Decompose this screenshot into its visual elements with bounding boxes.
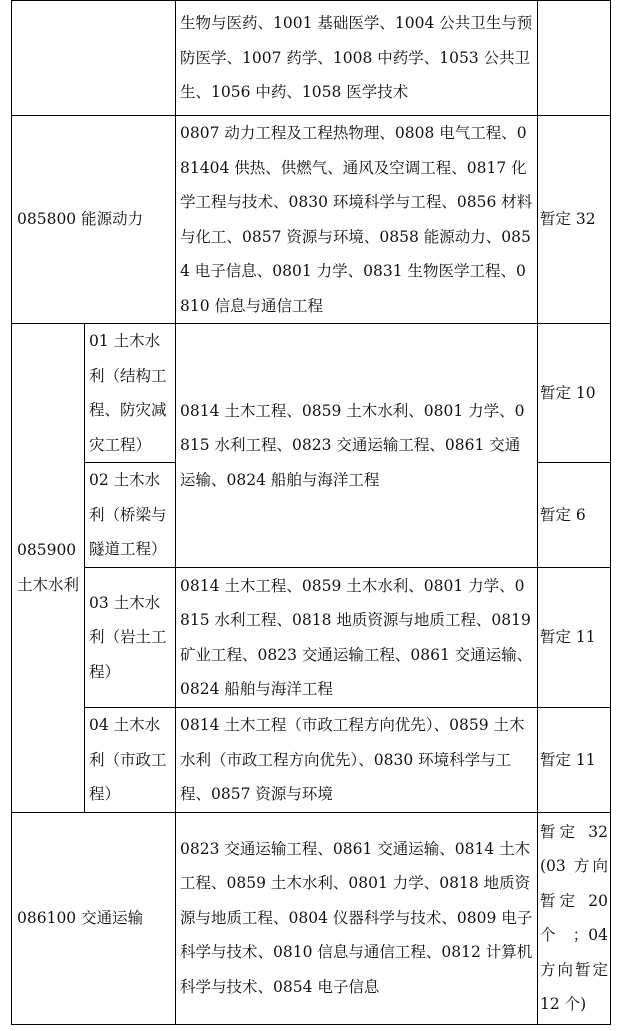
major-name-cell: [12, 1, 176, 116]
quota-cell: [538, 1, 611, 116]
direction-name-cell: 03 土木水利（岩土工程）: [85, 568, 176, 708]
subjects-cell: 0807 动力工程及工程热物理、0808 电气工程、081404 供热、供燃气、通风及空调工程、0817 化学工程与技术、0830 环境科学与工程、0856 材料与化工、0857 资源与环境、0858 能源动力、0854 电子信息、0801 力学、0831 生物医学工程、0810 信息与通信工程: [176, 116, 538, 324]
subjects-cell: 0814 土木工程、0859 土木水利、0801 力学、0815 水利工程、0823 交通运输工程、0861 交通运输、0824 船舶与海洋工程: [176, 324, 538, 568]
subjects-cell: 0814 土木工程（市政工程方向优先）、0859 土木水利（市政工程方向优先）、0830 环境科学与工程、0857 资源与环境: [176, 708, 538, 813]
quota-cell: 暂定 32: [538, 116, 611, 324]
table-row: [12, 568, 611, 708]
table-row: [12, 812, 611, 1024]
table-row: [12, 116, 611, 324]
quota-cell: 暂定 11: [538, 568, 611, 708]
subjects-cell: 生物与医药、1001 基础医学、1004 公共卫生与预防医学、1007 药学、1008 中药学、1053 公共卫生、1056 中药、1058 医学技术: [176, 1, 538, 116]
major-name-cell: 085900 土木水利: [12, 324, 85, 813]
table-row: [12, 1, 611, 116]
admission-table: [11, 0, 611, 1025]
major-name-cell: 086100 交通运输: [12, 812, 176, 1024]
table-row: [12, 324, 611, 463]
direction-name-cell: 02 土木水利（桥梁与隧道工程）: [85, 463, 176, 568]
quota-cell: 暂定 11: [538, 708, 611, 813]
subjects-cell: 0814 土木工程、0859 土木水利、0801 力学、0815 水利工程、0818 地质资源与地质工程、0819 矿业工程、0823 交通运输工程、0861 交通运输、0824 船舶与海洋工程: [176, 568, 538, 708]
direction-name-cell: 04 土木水利（市政工程）: [85, 708, 176, 813]
quota-cell: 暂定 10: [538, 324, 611, 463]
direction-name-cell: 01 土木水利（结构工程、防灾减灾工程）: [85, 324, 176, 463]
quota-cell: 暂定 32(03 方向暂定 20 个；04 方向暂定 12 个): [538, 812, 611, 1024]
major-name-cell: 085800 能源动力: [12, 116, 176, 324]
quota-cell: 暂定 6: [538, 463, 611, 568]
subjects-cell: 0823 交通运输工程、0861 交通运输、0814 土木工程、0859 土木水利、0801 力学、0818 地质资源与地质工程、0804 仪器科学与技术、0809 电子科学与技术、0810 信息与通信工程、0812 计算机科学与技术、0854 电子信息: [176, 812, 538, 1024]
table-row: [12, 708, 611, 813]
